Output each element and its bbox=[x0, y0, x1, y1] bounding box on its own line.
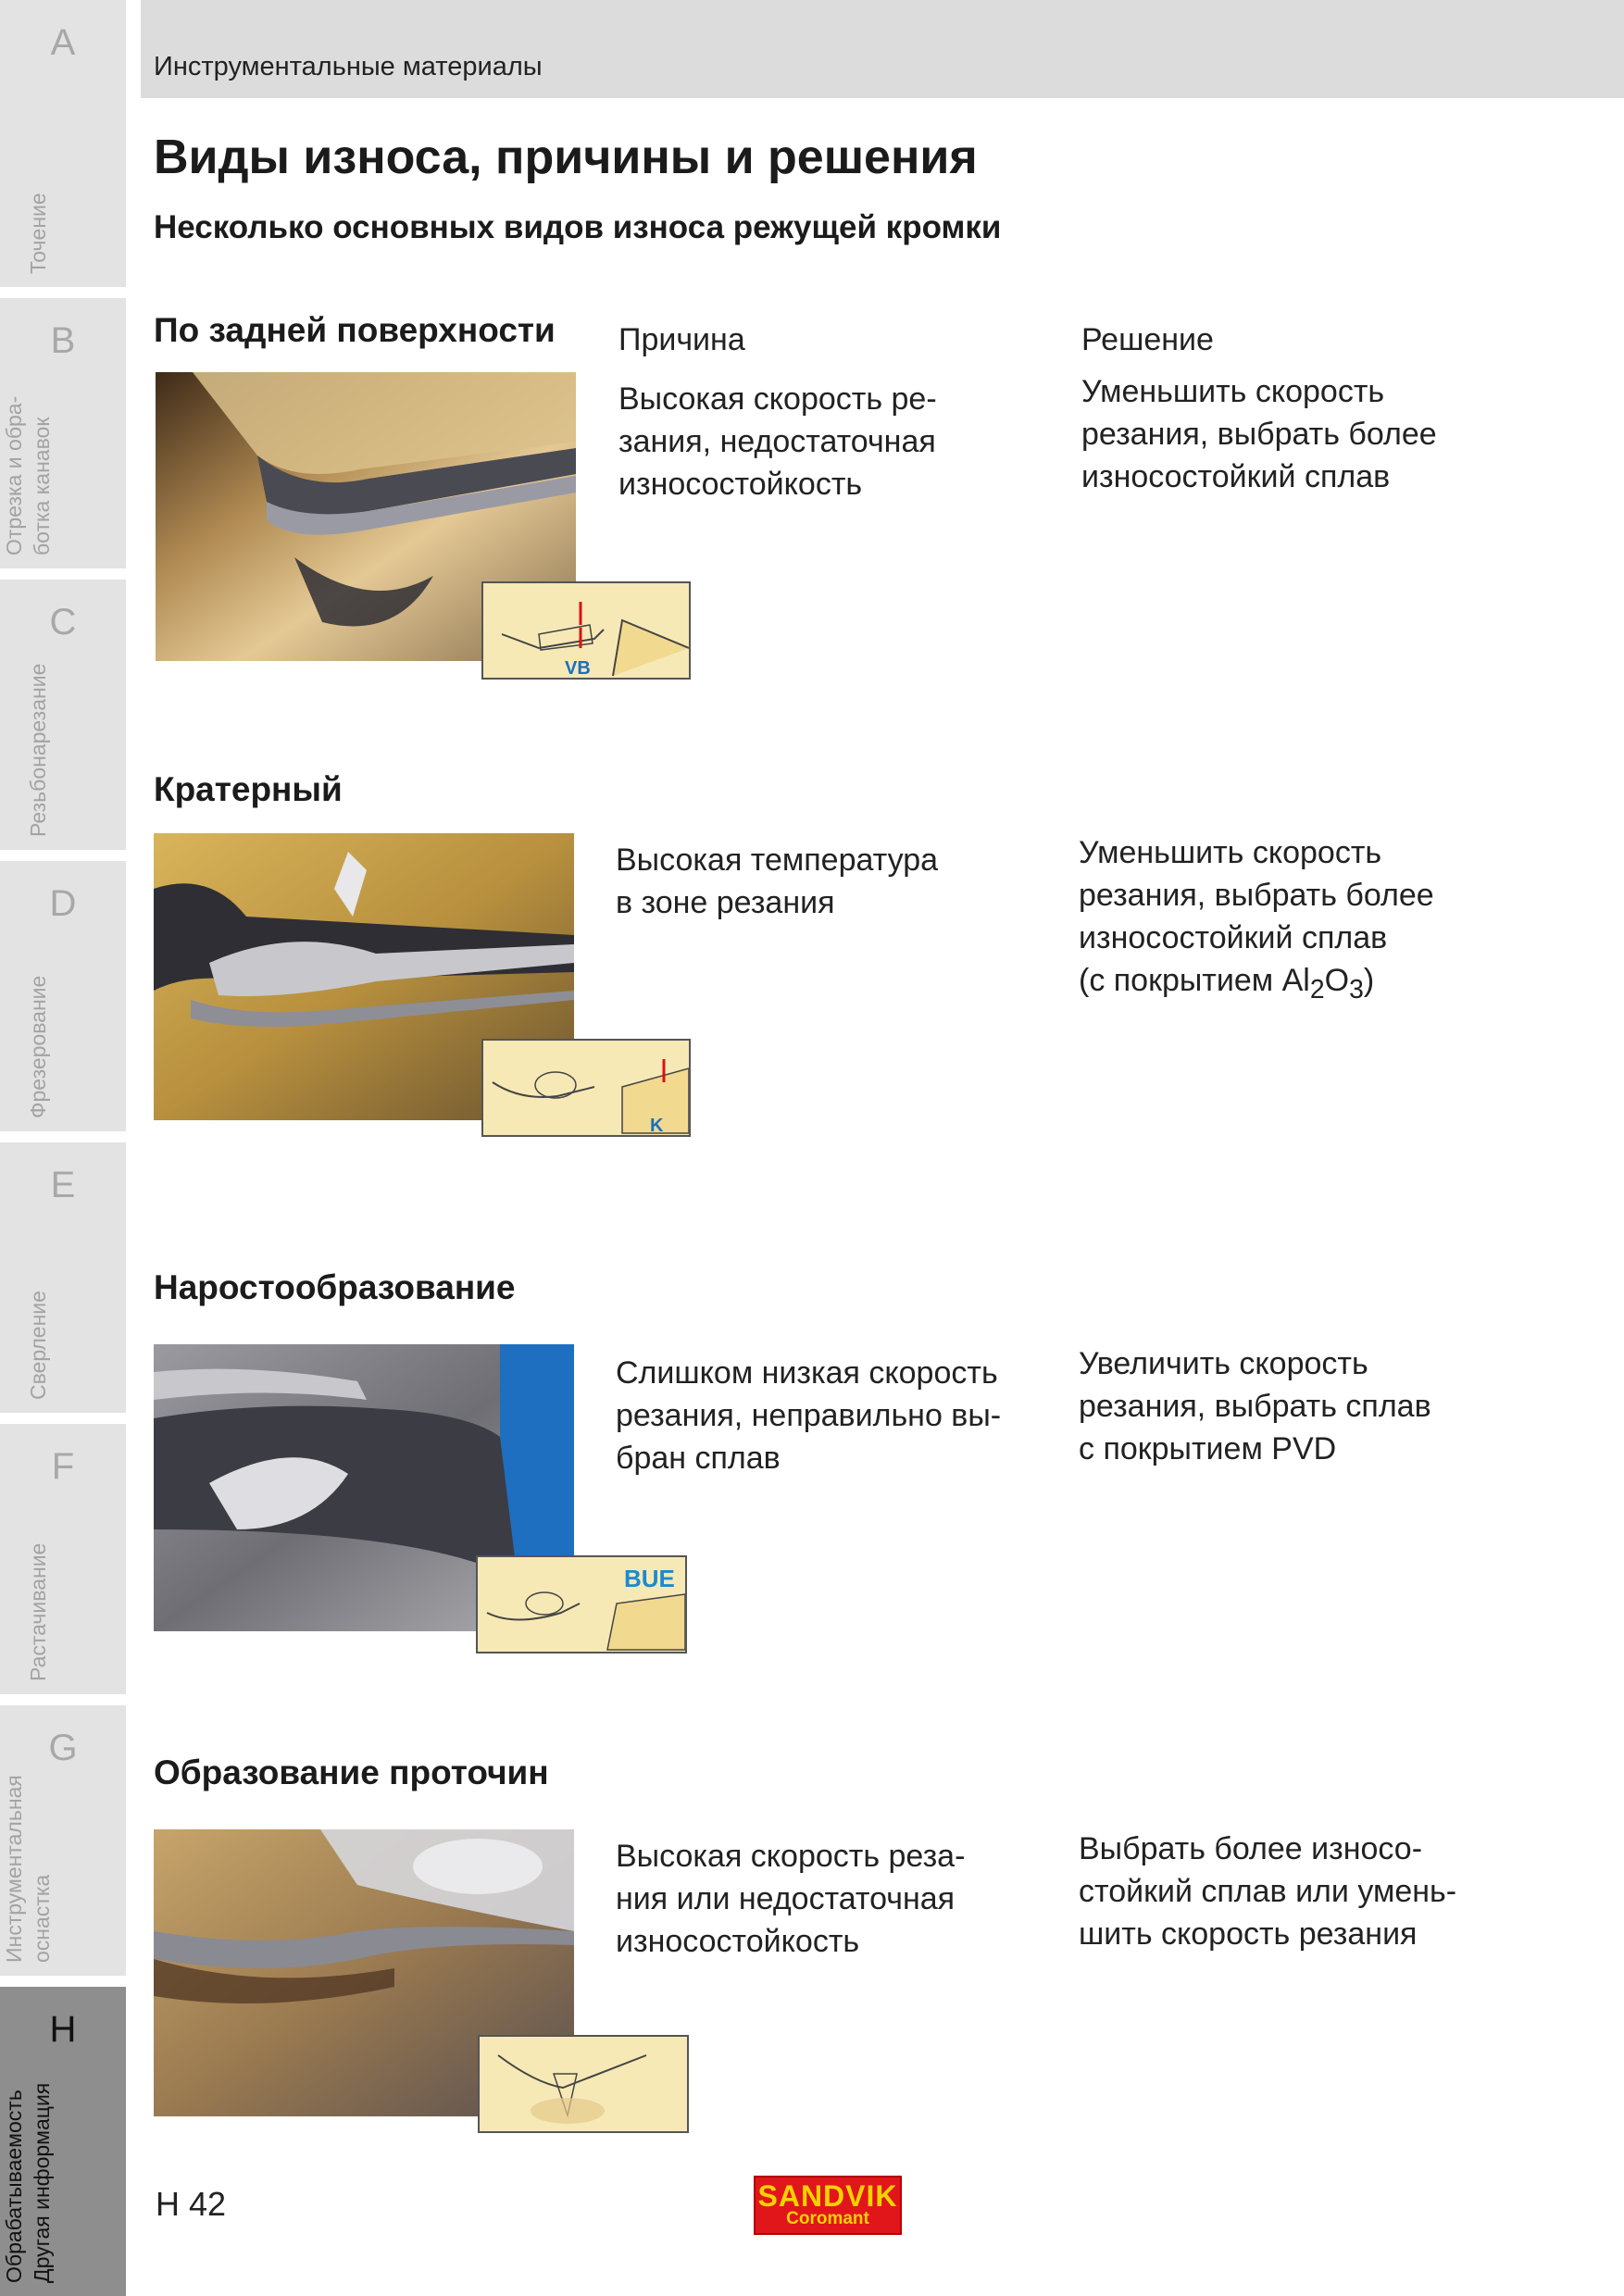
tab-g[interactable] bbox=[0, 1705, 126, 1976]
section-title-notch: Образование проточин bbox=[154, 1753, 549, 1791]
divider bbox=[126, 0, 141, 2296]
tab-label: Отрезка и обра- ботка канавок bbox=[2, 395, 54, 555]
tab-d[interactable] bbox=[0, 861, 126, 1131]
tab-e[interactable] bbox=[0, 1142, 126, 1413]
section-title-crater: Кратерный bbox=[154, 770, 343, 808]
cause-text-notch: Высокая скорость реза- ния или недостаточная износостойкость bbox=[616, 1839, 966, 1959]
section-title-bue: Наростообразование bbox=[154, 1268, 516, 1306]
tab-label: Обрабатываемость Другая информация bbox=[2, 2082, 54, 2283]
sandvik-logo bbox=[754, 2176, 902, 2235]
column-header-solution: Решение bbox=[1081, 322, 1214, 357]
notch-wear-diagram bbox=[478, 2035, 689, 2133]
tab-letter: F bbox=[51, 1446, 75, 1487]
cause-text-bue: Слишком низкая скорость резания, неправильно вы- бран сплав bbox=[616, 1355, 1002, 1476]
section-name: Инструментальные материалы bbox=[154, 52, 543, 81]
tab-letter: A bbox=[50, 22, 76, 63]
section-title-flank: По задней поверхности bbox=[154, 311, 556, 349]
tab-letter: C bbox=[49, 602, 77, 643]
tab-letter: E bbox=[50, 1165, 76, 1205]
tab-label: Фрезерование bbox=[26, 975, 50, 1118]
solution-text-bue: Увеличить скорость резания, выбрать сплав с покрытием PVD bbox=[1079, 1346, 1431, 1466]
tab-label: Растачивание bbox=[26, 1542, 50, 1681]
tab-c[interactable] bbox=[0, 580, 126, 850]
page-number: H 42 bbox=[156, 2185, 227, 2223]
tab-a[interactable] bbox=[0, 0, 126, 287]
bue-label: BUE bbox=[624, 1565, 675, 1592]
vb-label: VB bbox=[565, 658, 591, 679]
tab-letter: B bbox=[50, 320, 76, 361]
section-header bbox=[141, 0, 1624, 98]
solution-text-flank: Уменьшить скорость резания, выбрать более износостойкий сплав bbox=[1081, 374, 1437, 494]
solution-text-crater: Уменьшить скорость резания, выбрать более износостойкий сплав (с покрытием $Al_2O_3$) bbox=[1079, 835, 1434, 1004]
page-subtitle: Несколько основных видов износа режущей кромки bbox=[154, 209, 1002, 245]
cause-text-flank: Высокая скорость ре- зания, недостаточная износостойкость bbox=[618, 381, 937, 502]
coating-note: (с покрытием $Al_2O_3$) bbox=[1079, 963, 1375, 1004]
crater-wear-diagram bbox=[481, 1039, 691, 1137]
tab-label: Инструментальная оснастка bbox=[2, 1775, 54, 1963]
tab-b[interactable] bbox=[0, 298, 126, 568]
built-up-edge-diagram bbox=[476, 1555, 687, 1653]
tab-letter: G bbox=[48, 1728, 78, 1768]
tab-letter: H bbox=[49, 2009, 77, 2050]
tab-letter: D bbox=[49, 883, 77, 924]
tab-label: Точение bbox=[26, 193, 50, 274]
cause-text-crater: Высокая температура в зоне резания bbox=[616, 842, 939, 920]
k-label: K bbox=[650, 1116, 664, 1136]
logo-line1: SANDVIK bbox=[757, 2179, 898, 2213]
page-title: Виды износа, причины и решения bbox=[154, 131, 978, 184]
logo-line2: Coromant bbox=[786, 2209, 869, 2228]
tab-label: Резьбонарезание bbox=[26, 663, 50, 837]
solution-text-notch: Выбрать более износо- стойкий сплав или умень- шить скорость резания bbox=[1079, 1831, 1457, 1952]
column-header-cause: Причина bbox=[618, 322, 745, 357]
tab-h[interactable] bbox=[0, 1987, 126, 2296]
flank-wear-diagram bbox=[481, 581, 691, 680]
tab-label: Сверление bbox=[26, 1291, 50, 1400]
tab-f[interactable] bbox=[0, 1424, 126, 1694]
